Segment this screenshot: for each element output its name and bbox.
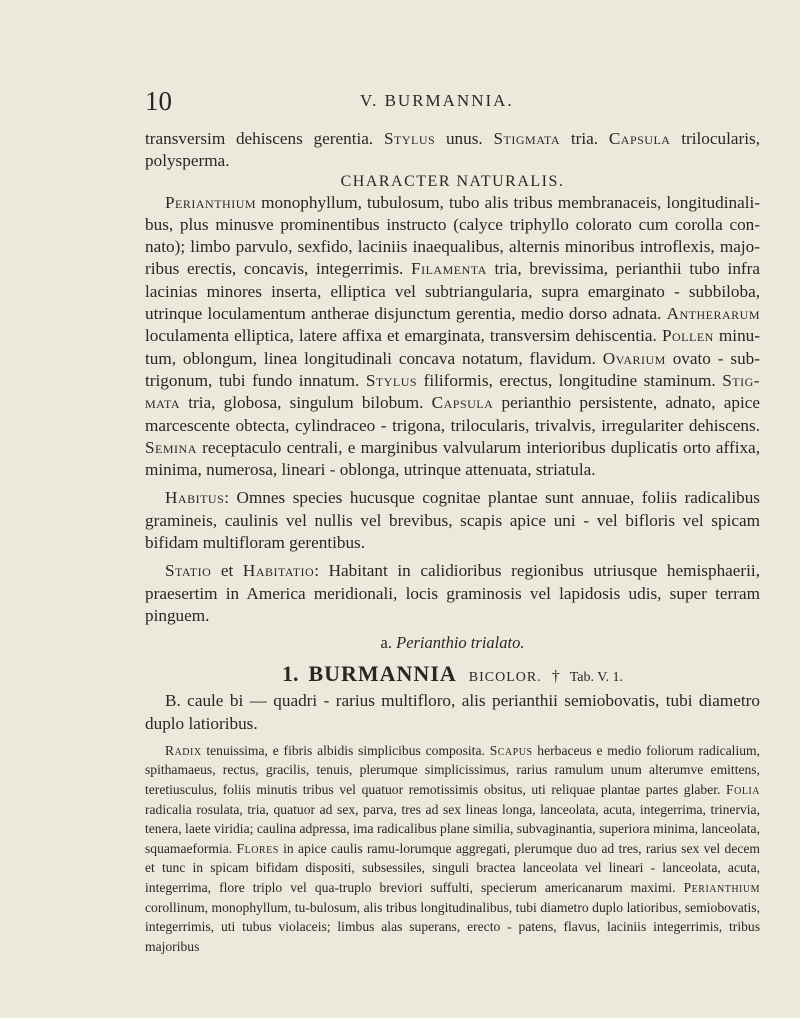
species-heading [145,661,760,687]
page-header [145,86,700,116]
small-caps-term: Habitatio [242,561,315,581]
text-run: unus. [435,129,494,148]
text-run: tria, brevissima, perianthii tubo infra lacinias minores inserta, elliptica vel subtriangularia, supra emarginato - subbiloba, utrinque loculamentum antherae disjunctum gerentia, medio dorso adnata. [145,259,761,324]
text-run: tenuissima, e fibris albidis simplicibus composita. [201,742,490,758]
small-caps-term: Scapus [489,742,533,758]
text-run: corollinum, monophyllum, tu-bulosum, alis tribus longitudinalibus, tubi diametro duplo latioribus, semiobovatis, integerrimis, uti tubus violaceis; limbus alas superans, erecto - patens, flavus, laciniis integerrimis, tribus majoribus [145,899,760,954]
text-run: herbaceus e medio foliorum radicalium, spithamaeus, rectus, gracilis, tenuis, plerumque simplicissimus, rarius ramulum unum alterumve emittens, teretiusculus, foliis minutis tribus vel quatuor remotissimis obsitus, uti reliquae plantae partes glaber. [145,742,760,798]
small-caps-term: Statio [165,561,212,581]
text-run: tria. [560,129,609,148]
small-caps-term: Ovarium [602,348,666,368]
text-run: trilocularis, polysperma. [145,129,760,171]
small-caps-term: Flores [236,840,279,856]
text-run: loculamenta elliptica, latere affixa et emarginata, transversim dehiscentia. [145,326,662,346]
small-caps-term: Filamenta [411,259,487,279]
text-run: monophyllum, tubulosum, tubo alis tribus membranaceis, longitudinali-bus, plus minusve prominentibus instructo (calyce triphyllo colorato cum corolla con-nato); limbo parvulo, sexfido, laciniis inaequalibus, alternis minoribus introflexis, majo-ribus erectis, concavis, integerrimis. [145,192,760,279]
character-heading: CHARACTER NATURALIS. [340,172,565,190]
character-paragraph [145,192,760,482]
small-caps-term: Radix [165,742,202,758]
text-run: transversim dehiscens gerentia. [145,129,384,148]
habitus-paragraph [145,487,760,554]
text-run: receptaculo centrali, e marginibus valvularum interioribus duplicatis orto affixa, minima, numerosa, lineari - oblonga, utrinque attenuata, striatula. [145,437,760,480]
small-caps-term: Antherarum [666,304,760,324]
small-caps-term: Stigmata [493,129,561,148]
small-caps-term: Stig-mata [145,370,760,413]
text-run: ovato - sub-trigonum, tubi fundo innatum. [145,348,760,390]
section-note-label: a. [380,633,392,653]
text-run: : Habitant in calidioribus regionibus utriusque hemisphaerii, praesertim in America meridionali, locis graminosis vel lapidosis udis, super terram pinguem. [145,561,760,625]
intro-paragraph [145,128,760,173]
plate-reference: Tab. V. 1. [569,670,624,686]
small-caps-term: Perianthium [683,879,760,895]
text-run: in apice caulis ramu-lorumque aggregati, plerumque duo ad tres, rarius sex vel decem et tunc in spicam bifidam dispositi, subsessiles, singuli bractea lanceolata vel lineari - lanceolata, acuta, integerrima, flore triplo vel qua-truplo breviori suffulti, specierum americanarum maximi. [145,840,760,895]
small-caps-term: Capsula [608,129,671,148]
text-run: minu-tum, oblongum, linea longitudinali concava notatum, flavidum. [145,326,760,368]
text-run: tria, globosa, singulum bilobum. [180,393,432,413]
small-caps-term: Stylus [383,129,436,148]
small-caps-term: Capsula [431,393,494,413]
species-epithet: BICOLOR. [468,670,542,686]
section-note [145,633,760,653]
small-caps-term: Stylus [365,370,418,390]
text-run: radicalia rosulata, tria, quatuor ad sex, parva, tres ad sex lineas longa, lanceolata, acuta, integerrima, trinervia, tenera, laete viridia; caulina adpressa, ima radicalibus plane similia, subvaginantia, superiora minima, lanceolata, squamaeformia. [145,801,760,856]
text-run: filiformis, erectus, longitudine staminum. [417,370,723,390]
text-run: : Omnes species hucusque cognitae plantae sunt annuae, foliis radicalibus gramineis, caulinis vel nullis vel brevibus, scapis apice uni - vel bifloris vel spicam bifidam multifloram gerentibus. [145,488,760,553]
page-body [145,128,760,956]
small-caps-term: Folia [726,782,760,798]
text-run: et [211,561,243,581]
species-genus: BURMANNIA [308,661,457,687]
species-diagnosis: B. caule bi — quadri - rarius multifloro, alis perianthii semiobovatis, tubi diametro duplo latioribus. [145,691,760,733]
section-note-text: Perianthio trialato. [396,633,525,653]
species-number: 1. [281,661,299,687]
small-caps-term: Semina [145,437,197,457]
page-number: 10 [145,86,172,116]
description-paragraph [145,741,760,957]
running-title: V. BURMANNIA. [360,91,514,110]
statio-paragraph [145,560,760,627]
dagger-mark: † [551,668,560,686]
small-caps-term: Pollen [661,326,714,346]
small-caps-term: Habitus [165,488,225,508]
small-caps-term: Perianthium [165,192,257,212]
text-run: perianthio persistente, adnato, apice marcescente obtecta, cylindraceo - trigona, trilocularis, trivalvis, irregulariter dehiscens. [145,393,760,435]
